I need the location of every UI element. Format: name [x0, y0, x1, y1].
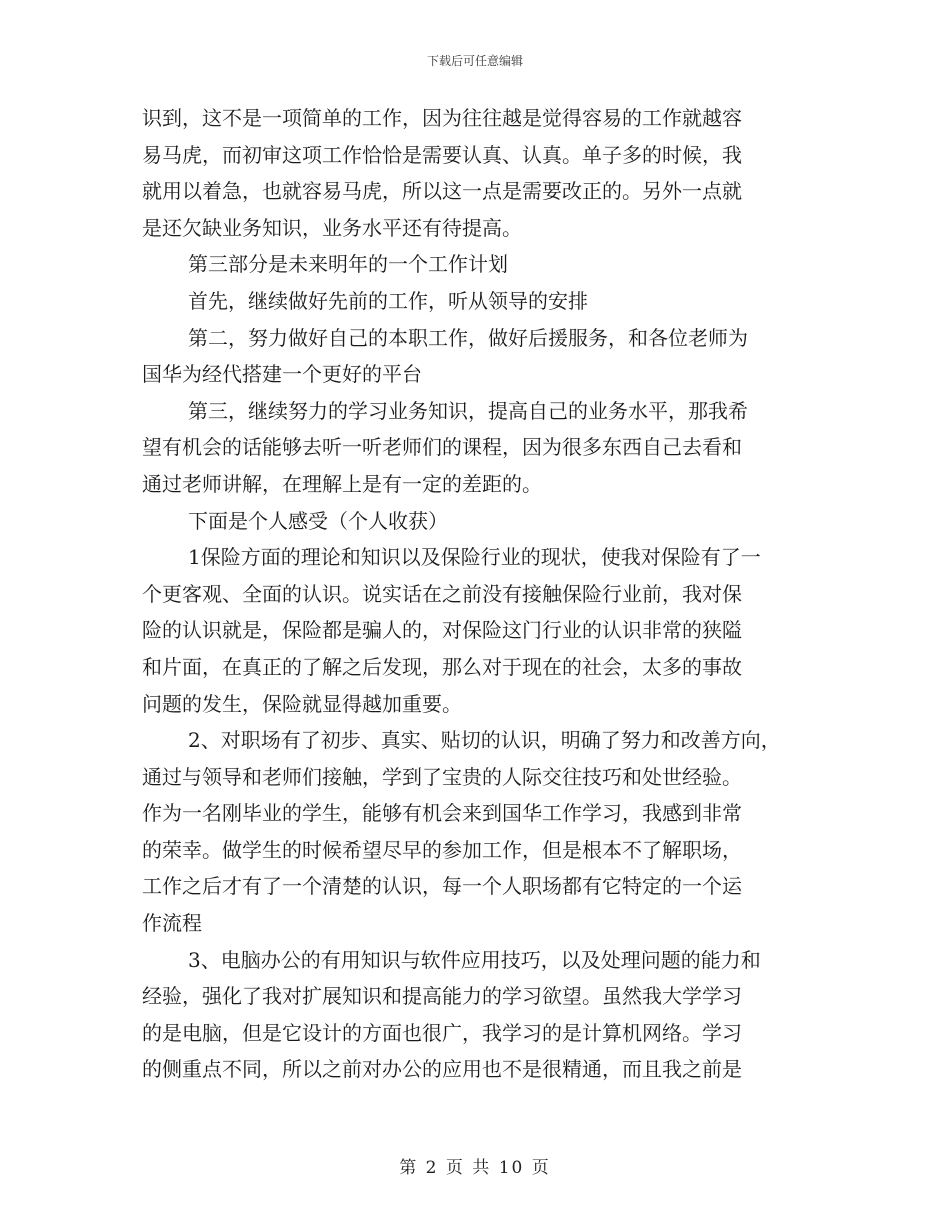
text-line: 和片面，在真正的了解之后发现，那么对于现在的社会，太多的事故	[142, 654, 742, 679]
text-line: 易马虎，而初审这项工作恰恰是需要认真、认真。单子多的时候，我	[142, 142, 742, 167]
text-line: 通过与领导和老师们接触，学到了宝贵的人际交往技巧和处世经验。	[142, 764, 742, 789]
text-line: 个更客观、全面的认识。说实话在之前没有接触保险行业前，我对保	[142, 581, 742, 606]
text-line: 第三，继续努力的学习业务知识，提高自己的业务水平，那我希	[188, 398, 748, 423]
text-line: 2、对职场有了初步、真实、贴切的认识，明确了努力和改善方向，	[188, 728, 781, 753]
text-line: 第三部分是未来明年的一个工作计划	[188, 252, 508, 277]
text-line: 是还欠缺业务知识，业务水平还有待提高。	[142, 215, 522, 240]
document-body	[142, 100, 822, 1088]
text-line: 险的认识就是，保险都是骗人的，对保险这门行业的认识非常的狭隘	[142, 618, 742, 643]
page-footer: 第 2 页 共 10 页	[399, 1158, 551, 1178]
text-line: 就用以着急，也就容易马虎，所以这一点是需要改正的。另外一点就	[142, 179, 742, 204]
text-line: 首先，继续做好先前的工作，听从领导的安排	[188, 288, 588, 313]
text-line: 的侧重点不同，所以之前对办公的应用也不是很精通，而且我之前是	[142, 1057, 742, 1082]
text-line: 第二，努力做好自己的本职工作，做好后援服务，和各位老师为	[188, 325, 748, 350]
text-line: 下面是个人感受（个人收获）	[188, 508, 448, 533]
text-line: 的荣幸。做学生的时候希望尽早的参加工作，但是根本不了解职场，	[142, 837, 742, 862]
text-line: 经验，强化了我对扩展知识和提高能力的学习欲望。虽然我大学学习	[142, 984, 742, 1009]
text-line: 的是电脑，但是它设计的方面也很广，我学习的是计算机网络。学习	[142, 1020, 742, 1045]
text-line: 工作之后才有了一个清楚的认识，每一个人职场都有它特定的一个运	[142, 874, 742, 899]
text-line: 通过老师讲解，在理解上是有一定的差距的。	[142, 471, 542, 496]
text-line: 1保险方面的理论和知识以及保险行业的现状，使我对保险有了一	[188, 545, 761, 570]
text-line: 望有机会的话能够去听一听老师们的课程，因为很多东西自己去看和	[142, 435, 742, 460]
text-line: 作流程	[142, 911, 202, 936]
text-line: 识到，这不是一项简单的工作，因为往往越是觉得容易的工作就越容	[142, 106, 742, 130]
text-line: 作为一名刚毕业的学生，能够有机会来到国华工作学习，我感到非常	[142, 801, 742, 826]
text-line: 问题的发生，保险就显得越加重要。	[142, 691, 462, 716]
page-header: 下载后可任意编辑	[426, 54, 523, 68]
text-line: 国华为经代搭建一个更好的平台	[142, 362, 422, 387]
text-line: 3、电脑办公的有用知识与软件应用技巧，以及处理问题的能力和	[188, 947, 761, 972]
